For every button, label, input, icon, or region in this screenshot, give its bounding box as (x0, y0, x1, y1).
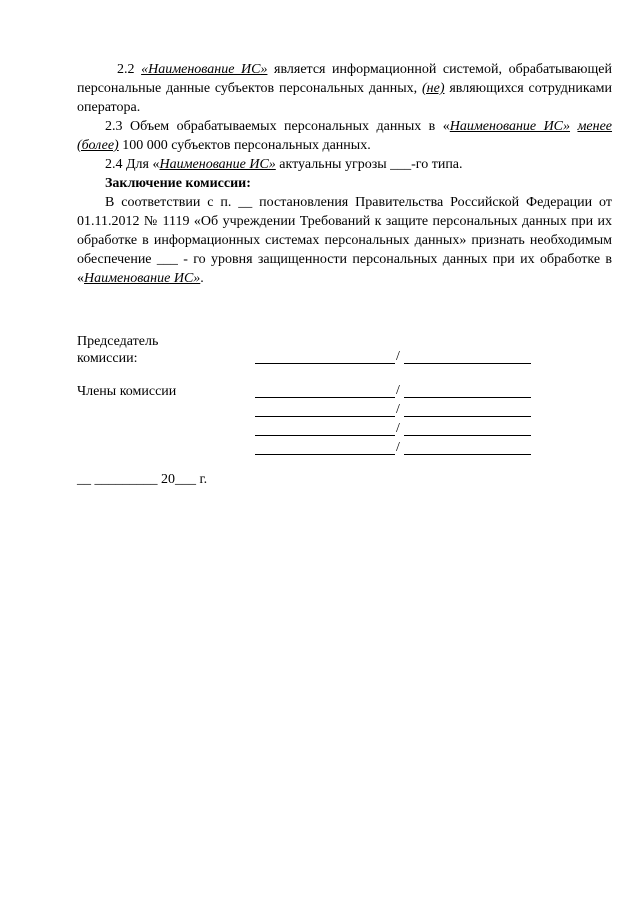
name-blank (404, 454, 531, 455)
name-blank (404, 363, 531, 364)
signature-blank (255, 363, 395, 364)
document-body (77, 60, 612, 288)
chair-label-line2: комиссии: (77, 351, 138, 366)
signature-blank (255, 397, 395, 398)
signature-blank (255, 454, 395, 455)
member-signature-line (255, 401, 531, 420)
paragraph-text: 2.4 Для « (105, 157, 160, 172)
is-name-placeholder: Наименование ИС» (449, 119, 571, 134)
paragraph-text: является информационной системой, обрабатывающей персональные данные субъектов персональных данных, (77, 62, 613, 96)
slash: / (396, 421, 400, 436)
date-line: __ _________ 20___ г. (77, 472, 208, 487)
member-signature-line (255, 382, 531, 401)
paragraph-2-4 (77, 155, 612, 174)
paragraph-text: актуальны угрозы ___-го типа. (279, 157, 463, 172)
slash: / (396, 349, 400, 364)
paragraph-number: 2.2 (117, 62, 135, 77)
paragraph-text: 2.3 Объем обрабатываемых персональных данных в « (105, 119, 450, 134)
members-label: Члены комиссии (77, 384, 177, 399)
paragraph-text: являющихся сотрудниками оператора. (77, 81, 613, 115)
conclusion-paragraph (77, 193, 612, 288)
is-name-placeholder: Наименование ИС» (159, 157, 276, 172)
is-name-placeholder: «Наименование ИС» (141, 62, 268, 77)
paragraph-text: 100 000 субъектов персональных данных. (122, 138, 371, 153)
name-blank (404, 416, 531, 417)
chair-label-line1: Председатель (77, 334, 159, 349)
signature-blank (255, 435, 395, 436)
slash: / (396, 440, 400, 455)
member-signature-line (255, 439, 531, 458)
signature-blank (255, 416, 395, 417)
name-blank (404, 397, 531, 398)
chair-signature-line (255, 348, 531, 367)
sentence-end: . (200, 271, 204, 286)
slash: / (396, 402, 400, 417)
member-signature-line (255, 420, 531, 439)
name-blank (404, 435, 531, 436)
paragraph-2-2 (77, 60, 612, 117)
slash: / (396, 383, 400, 398)
negation-placeholder: (не) (422, 81, 445, 96)
is-name-placeholder: Наименование ИС» (84, 271, 201, 286)
paragraph-text: В соответствии с п. __ постановления Правительства Российской Федерации от 01.11.2012 № 1119 «Об учреждении Требований к защите персональных данных при их обработке в информационных системах персональных данных» признать необходимым обеспечение ___ - го уровня защищенности персональных данных при их обработке в « (77, 195, 612, 286)
paragraph-2-3 (77, 117, 612, 155)
conclusion-heading: Заключение комиссии: (105, 176, 251, 191)
less-more-placeholder: менее (более) (77, 119, 613, 153)
